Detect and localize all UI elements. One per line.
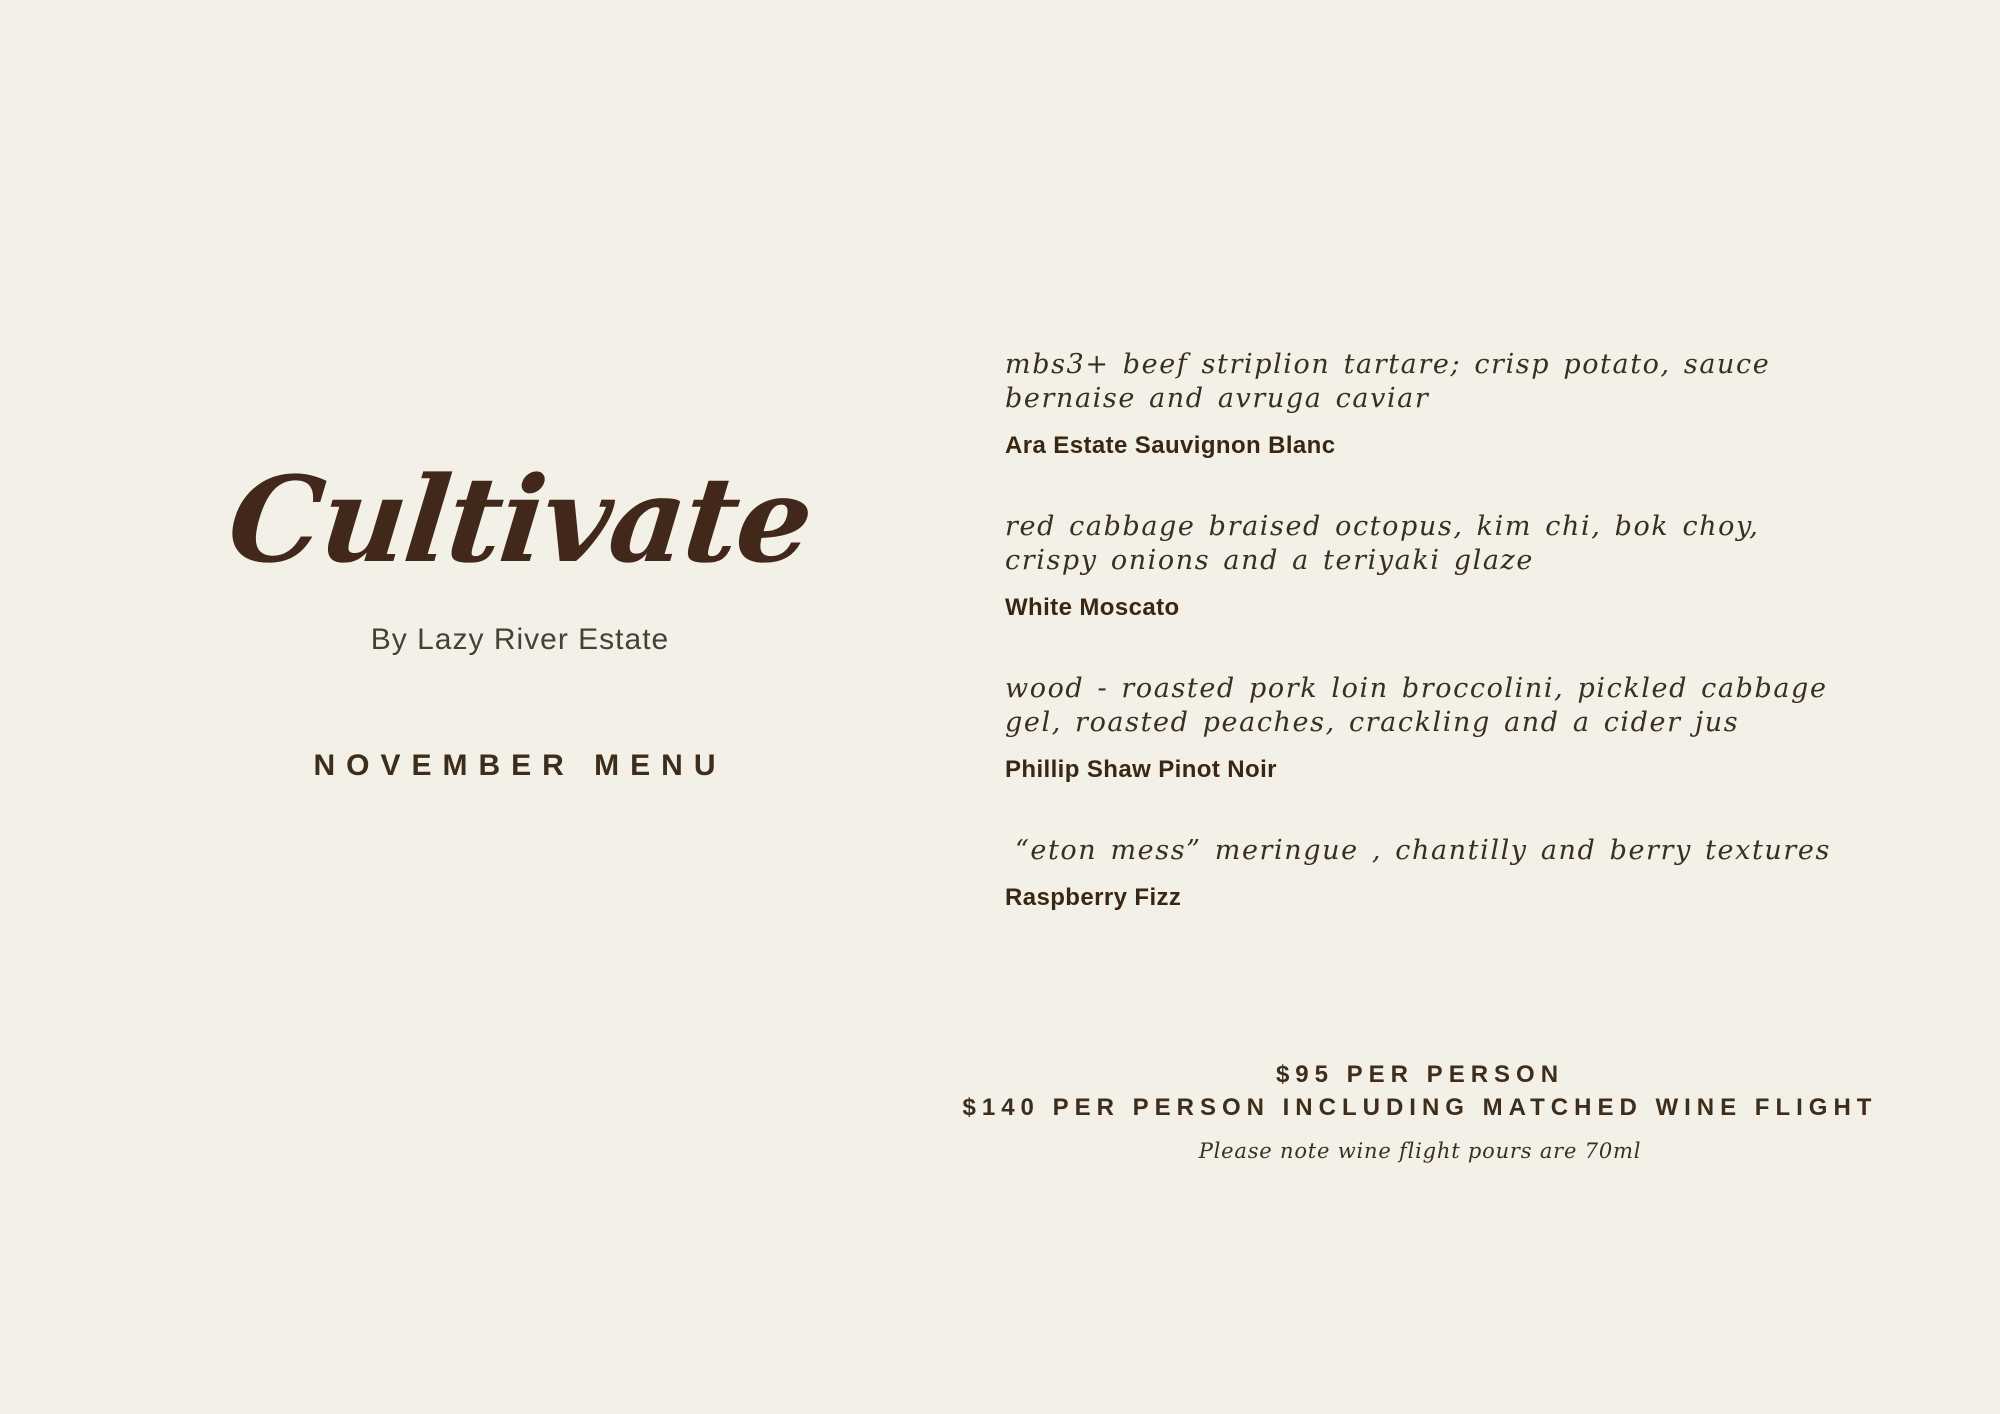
course-wine-pairing: Ara Estate Sauvignon Blanc [1005, 432, 1336, 459]
course-description: “eton mess” meringue , chantilly and berry textures [1015, 835, 1831, 866]
course-item-2 [1005, 510, 1865, 622]
course-description: wood - roasted pork loin broccolini, pickled cabbage gel, roasted peaches, crackling and a cider jus [1005, 673, 1828, 738]
course-wine-pairing: Phillip Shaw Pinot Noir [1005, 756, 1277, 783]
pricing-block [950, 1058, 1890, 1163]
course-item-4 [1005, 834, 1865, 912]
course-description: mbs3+ beef striplion tartare; crisp potato, sauce bernaise and avruga caviar [1005, 349, 1771, 414]
course-description: red cabbage braised octopus, kim chi, bok choy, crispy onions and a teriyaki glaze [1005, 511, 1760, 576]
menu-title: NOVEMBER MENU [313, 748, 727, 782]
brand-byline: By Lazy River Estate [370, 622, 670, 656]
price-with-wine-flight: $140 PER PERSON INCLUDING MATCHED WINE FLIGHT [962, 1094, 1878, 1121]
courses-panel [1005, 348, 1865, 962]
price-per-person: $95 PER PERSON [1275, 1061, 1565, 1088]
brand-script-logo: Cultivate [222, 450, 818, 589]
brand-panel [190, 450, 850, 783]
course-item-1 [1005, 348, 1865, 460]
course-item-3 [1005, 672, 1865, 784]
wine-flight-note: Please note wine flight pours are 70ml [1198, 1139, 1642, 1163]
course-wine-pairing: White Moscato [1005, 594, 1180, 621]
course-wine-pairing: Raspberry Fizz [1005, 884, 1182, 911]
